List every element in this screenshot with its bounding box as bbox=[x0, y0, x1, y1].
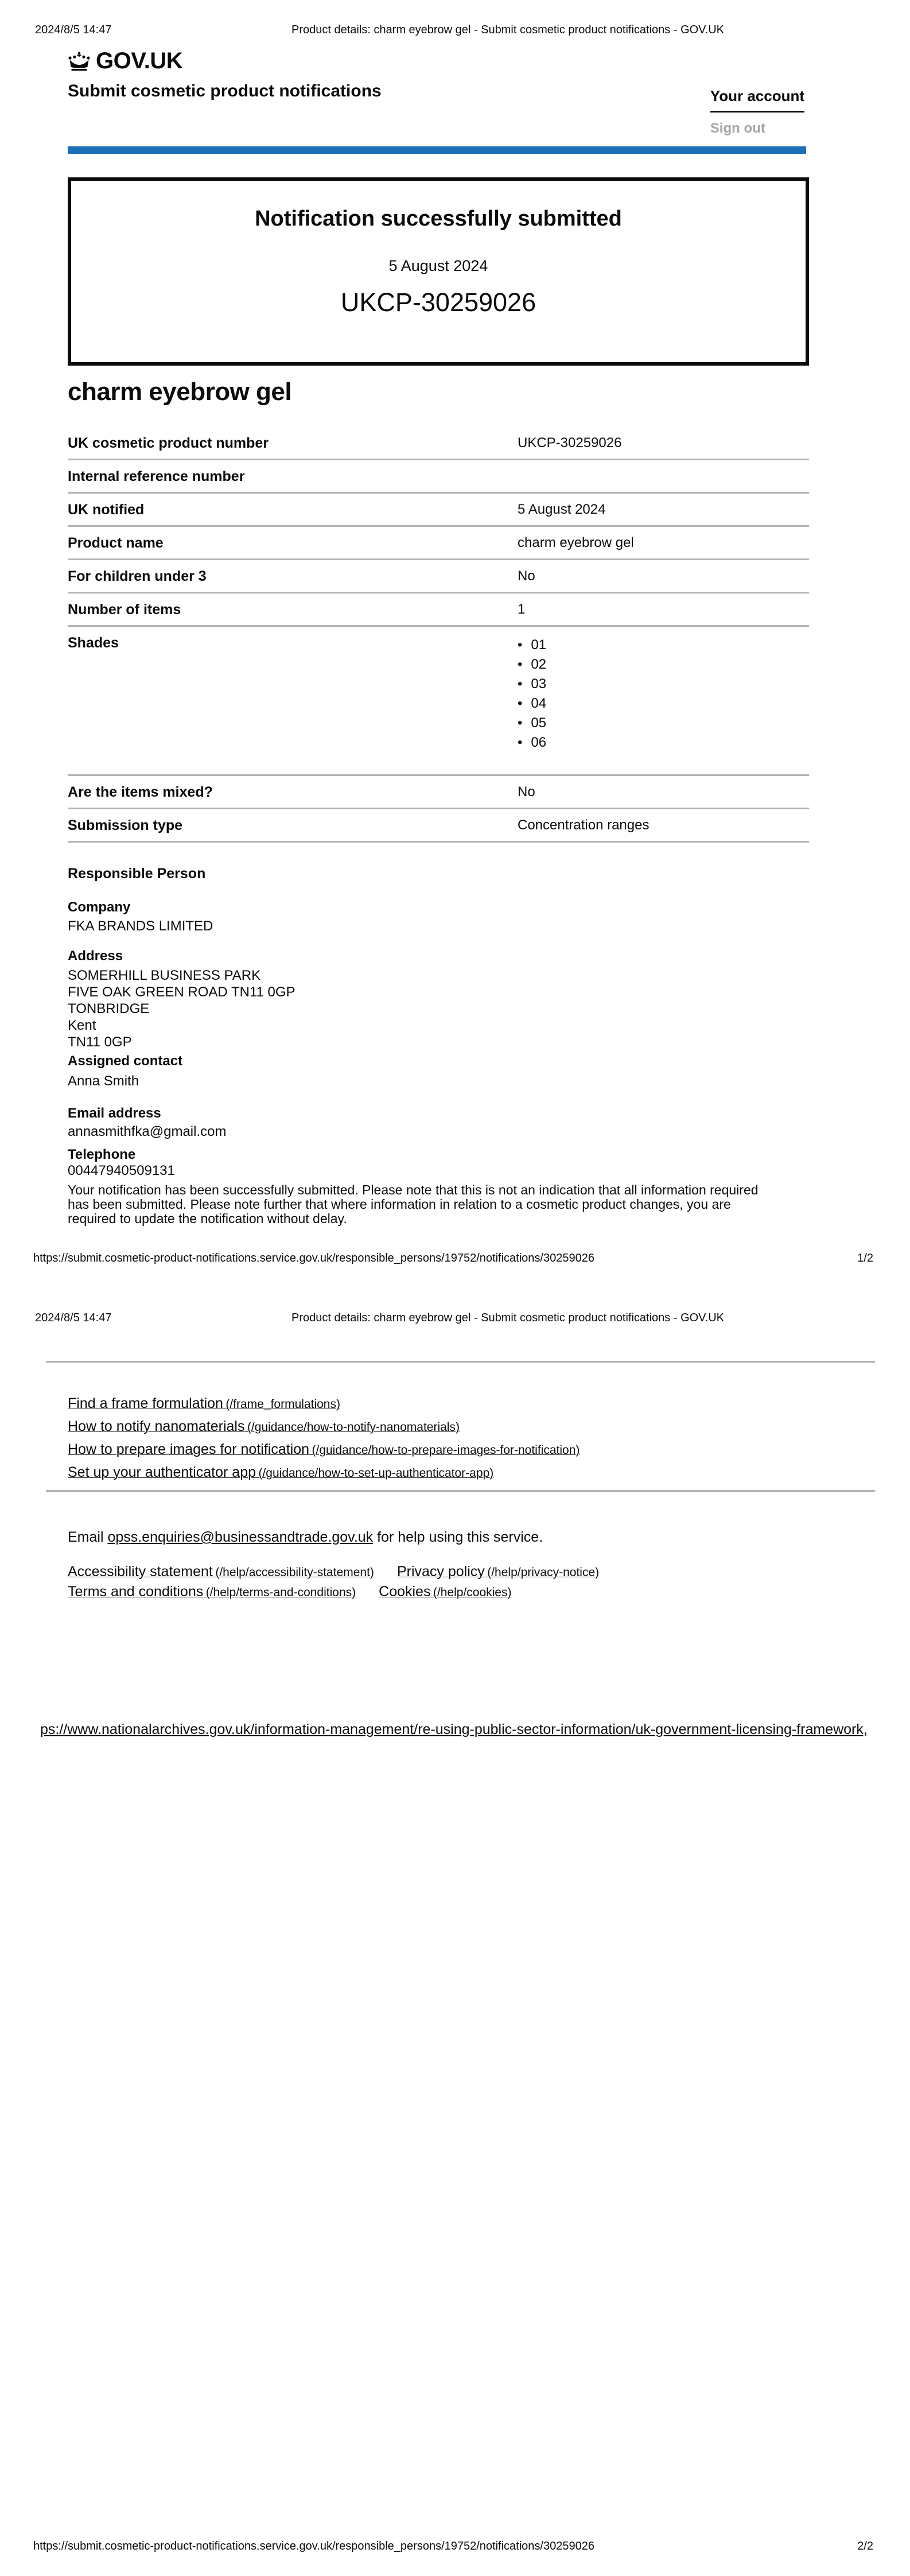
sign-out-link[interactable]: Sign out bbox=[710, 121, 765, 136]
email-label: Email address bbox=[68, 1105, 161, 1121]
shade-item: • 01 bbox=[518, 635, 546, 655]
telephone-value: 00447940509131 bbox=[68, 1163, 175, 1178]
table-row bbox=[68, 494, 809, 527]
address-line: FIVE OAK GREEN ROAD TN11 0GP bbox=[68, 984, 295, 1000]
table-row bbox=[68, 776, 809, 809]
row-value: 5 August 2024 bbox=[518, 502, 606, 517]
row-label: Internal reference number bbox=[68, 468, 245, 484]
help-prefix: Email bbox=[68, 1529, 104, 1545]
email-value: annasmithfka@gmail.com bbox=[68, 1124, 227, 1139]
section-divider bbox=[46, 1361, 875, 1363]
shade-item: • 03 bbox=[518, 674, 546, 694]
company-label: Company bbox=[68, 899, 131, 915]
print-header bbox=[0, 1311, 910, 1326]
row-label: UK cosmetic product number bbox=[68, 435, 269, 451]
related-link-authenticator-app[interactable]: Set up your authenticator app (/guidance/how-to-set-up-authenticator-app) bbox=[68, 1464, 494, 1480]
row-label: UK notified bbox=[68, 502, 145, 518]
row-value: Concentration ranges bbox=[518, 817, 650, 833]
row-value: charm eyebrow gel bbox=[518, 535, 634, 550]
product-heading: charm eyebrow gel bbox=[68, 378, 292, 406]
print-page-number: 1/2 bbox=[857, 1252, 873, 1264]
table-row bbox=[68, 809, 809, 843]
row-label: Product name bbox=[68, 535, 164, 551]
row-label: Submission type bbox=[68, 817, 183, 833]
row-value: 1 bbox=[518, 602, 526, 617]
printed-page-2 bbox=[0, 1288, 910, 2576]
print-timestamp: 2024/8/5 14:47 bbox=[35, 1312, 112, 1324]
shade-item: • 02 bbox=[518, 655, 546, 674]
section-divider bbox=[46, 1490, 875, 1492]
shade-item: • 04 bbox=[518, 694, 546, 713]
footer-links-row bbox=[68, 1564, 599, 1582]
shade-item: • 06 bbox=[518, 733, 546, 752]
footer-links-row bbox=[68, 1584, 511, 1602]
related-link-prepare-images[interactable]: How to prepare images for notification (/guidance/how-to-prepare-images-for-notification) bbox=[68, 1441, 580, 1457]
govuk-logo[interactable] bbox=[68, 48, 182, 74]
assigned-contact-label: Assigned contact bbox=[68, 1053, 183, 1069]
terms-and-conditions-link[interactable]: Terms and conditions (/help/terms-and-conditions) bbox=[68, 1584, 356, 1600]
table-row bbox=[68, 593, 809, 627]
print-doc-title: Product details: charm eyebrow gel - Submit cosmetic product notifications - GOV.UK bbox=[291, 24, 725, 36]
table-row bbox=[68, 460, 809, 494]
assigned-contact-value: Anna Smith bbox=[68, 1073, 139, 1089]
account-nav bbox=[710, 88, 804, 137]
address-line: SOMERHILL BUSINESS PARK bbox=[68, 968, 261, 983]
address-label: Address bbox=[68, 948, 123, 964]
header-accent-bar bbox=[68, 146, 806, 154]
address-line: TONBRIDGE bbox=[68, 1001, 150, 1017]
table-row-shades bbox=[68, 627, 809, 776]
row-value: UKCP-30259026 bbox=[518, 435, 622, 451]
row-label: Number of items bbox=[68, 602, 181, 618]
row-label: Shades bbox=[68, 635, 119, 651]
responsible-person-section bbox=[68, 866, 809, 1226]
help-line bbox=[68, 1529, 543, 1546]
table-row bbox=[68, 560, 809, 593]
shade-item: • 05 bbox=[518, 713, 546, 733]
confirmation-panel bbox=[68, 177, 809, 366]
govuk-logo-text: GOV.UK bbox=[96, 48, 183, 73]
address-line: TN11 0GP bbox=[68, 1034, 132, 1050]
product-summary-table bbox=[68, 427, 809, 843]
print-footer-url: https://submit.cosmetic-product-notifications.service.gov.uk/responsible_persons/19752/notifications/30259026 bbox=[33, 1252, 594, 1264]
print-timestamp: 2024/8/5 14:47 bbox=[35, 24, 112, 36]
table-row bbox=[68, 527, 809, 560]
address-value bbox=[68, 967, 809, 1050]
shades-list bbox=[518, 635, 546, 752]
privacy-policy-link[interactable]: Privacy policy (/help/privacy-notice) bbox=[396, 1564, 600, 1580]
service-name-link[interactable]: Submit cosmetic product notifications bbox=[68, 82, 382, 100]
row-label: For children under 3 bbox=[68, 568, 207, 584]
print-footer-url: https://submit.cosmetic-product-notifications.service.gov.uk/responsible_persons/19752/notifications/30259026 bbox=[33, 2540, 594, 2552]
row-value: No bbox=[518, 568, 535, 584]
submission-note: Your notification has been successfully submitted. Please note that this is not an indication that all information required has been submitted. Please note further that where information in relation to a cosmetic product changes, you are required to update the notification without delay. bbox=[68, 1182, 759, 1226]
related-link-nanomaterials[interactable]: How to notify nanomaterials (/guidance/how-to-notify-nanomaterials) bbox=[68, 1418, 460, 1434]
print-header bbox=[0, 23, 910, 38]
related-link-frame-formulation[interactable]: Find a frame formulation (/frame_formulations) bbox=[68, 1395, 340, 1411]
help-email-link[interactable]: opss.enquiries@businessandtrade.gov.uk bbox=[107, 1529, 374, 1545]
print-page-number: 2/2 bbox=[857, 2540, 873, 2552]
crown-icon bbox=[68, 52, 91, 71]
row-label: Are the items mixed? bbox=[68, 784, 213, 800]
print-doc-title: Product details: charm eyebrow gel - Submit cosmetic product notifications - GOV.UK bbox=[291, 1312, 725, 1324]
license-url-line bbox=[40, 1721, 868, 1738]
row-value: No bbox=[518, 784, 535, 800]
table-row bbox=[68, 427, 809, 460]
accessibility-statement-link[interactable]: Accessibility statement (/help/accessibility-statement) bbox=[68, 1564, 374, 1580]
cookies-link[interactable]: Cookies (/help/cookies) bbox=[379, 1584, 512, 1600]
address-line: Kent bbox=[68, 1018, 96, 1033]
responsible-person-heading: Responsible Person bbox=[68, 866, 206, 882]
telephone-label: Telephone bbox=[68, 1147, 136, 1162]
help-suffix: for help using this service. bbox=[377, 1529, 543, 1545]
related-links-list bbox=[68, 1393, 580, 1485]
your-account-link[interactable]: Your account bbox=[710, 88, 804, 112]
national-archives-license-link[interactable]: ps://www.nationalarchives.gov.uk/information-management/re-using-public-sector-information/uk-government-licensing-framework, bbox=[40, 1721, 868, 1737]
confirmation-reference: UKCP-30259026 bbox=[340, 288, 536, 317]
company-value: FKA BRANDS LIMITED bbox=[68, 918, 213, 934]
confirmation-date: 5 August 2024 bbox=[388, 257, 488, 274]
confirmation-title: Notification successfully submitted bbox=[255, 207, 622, 231]
